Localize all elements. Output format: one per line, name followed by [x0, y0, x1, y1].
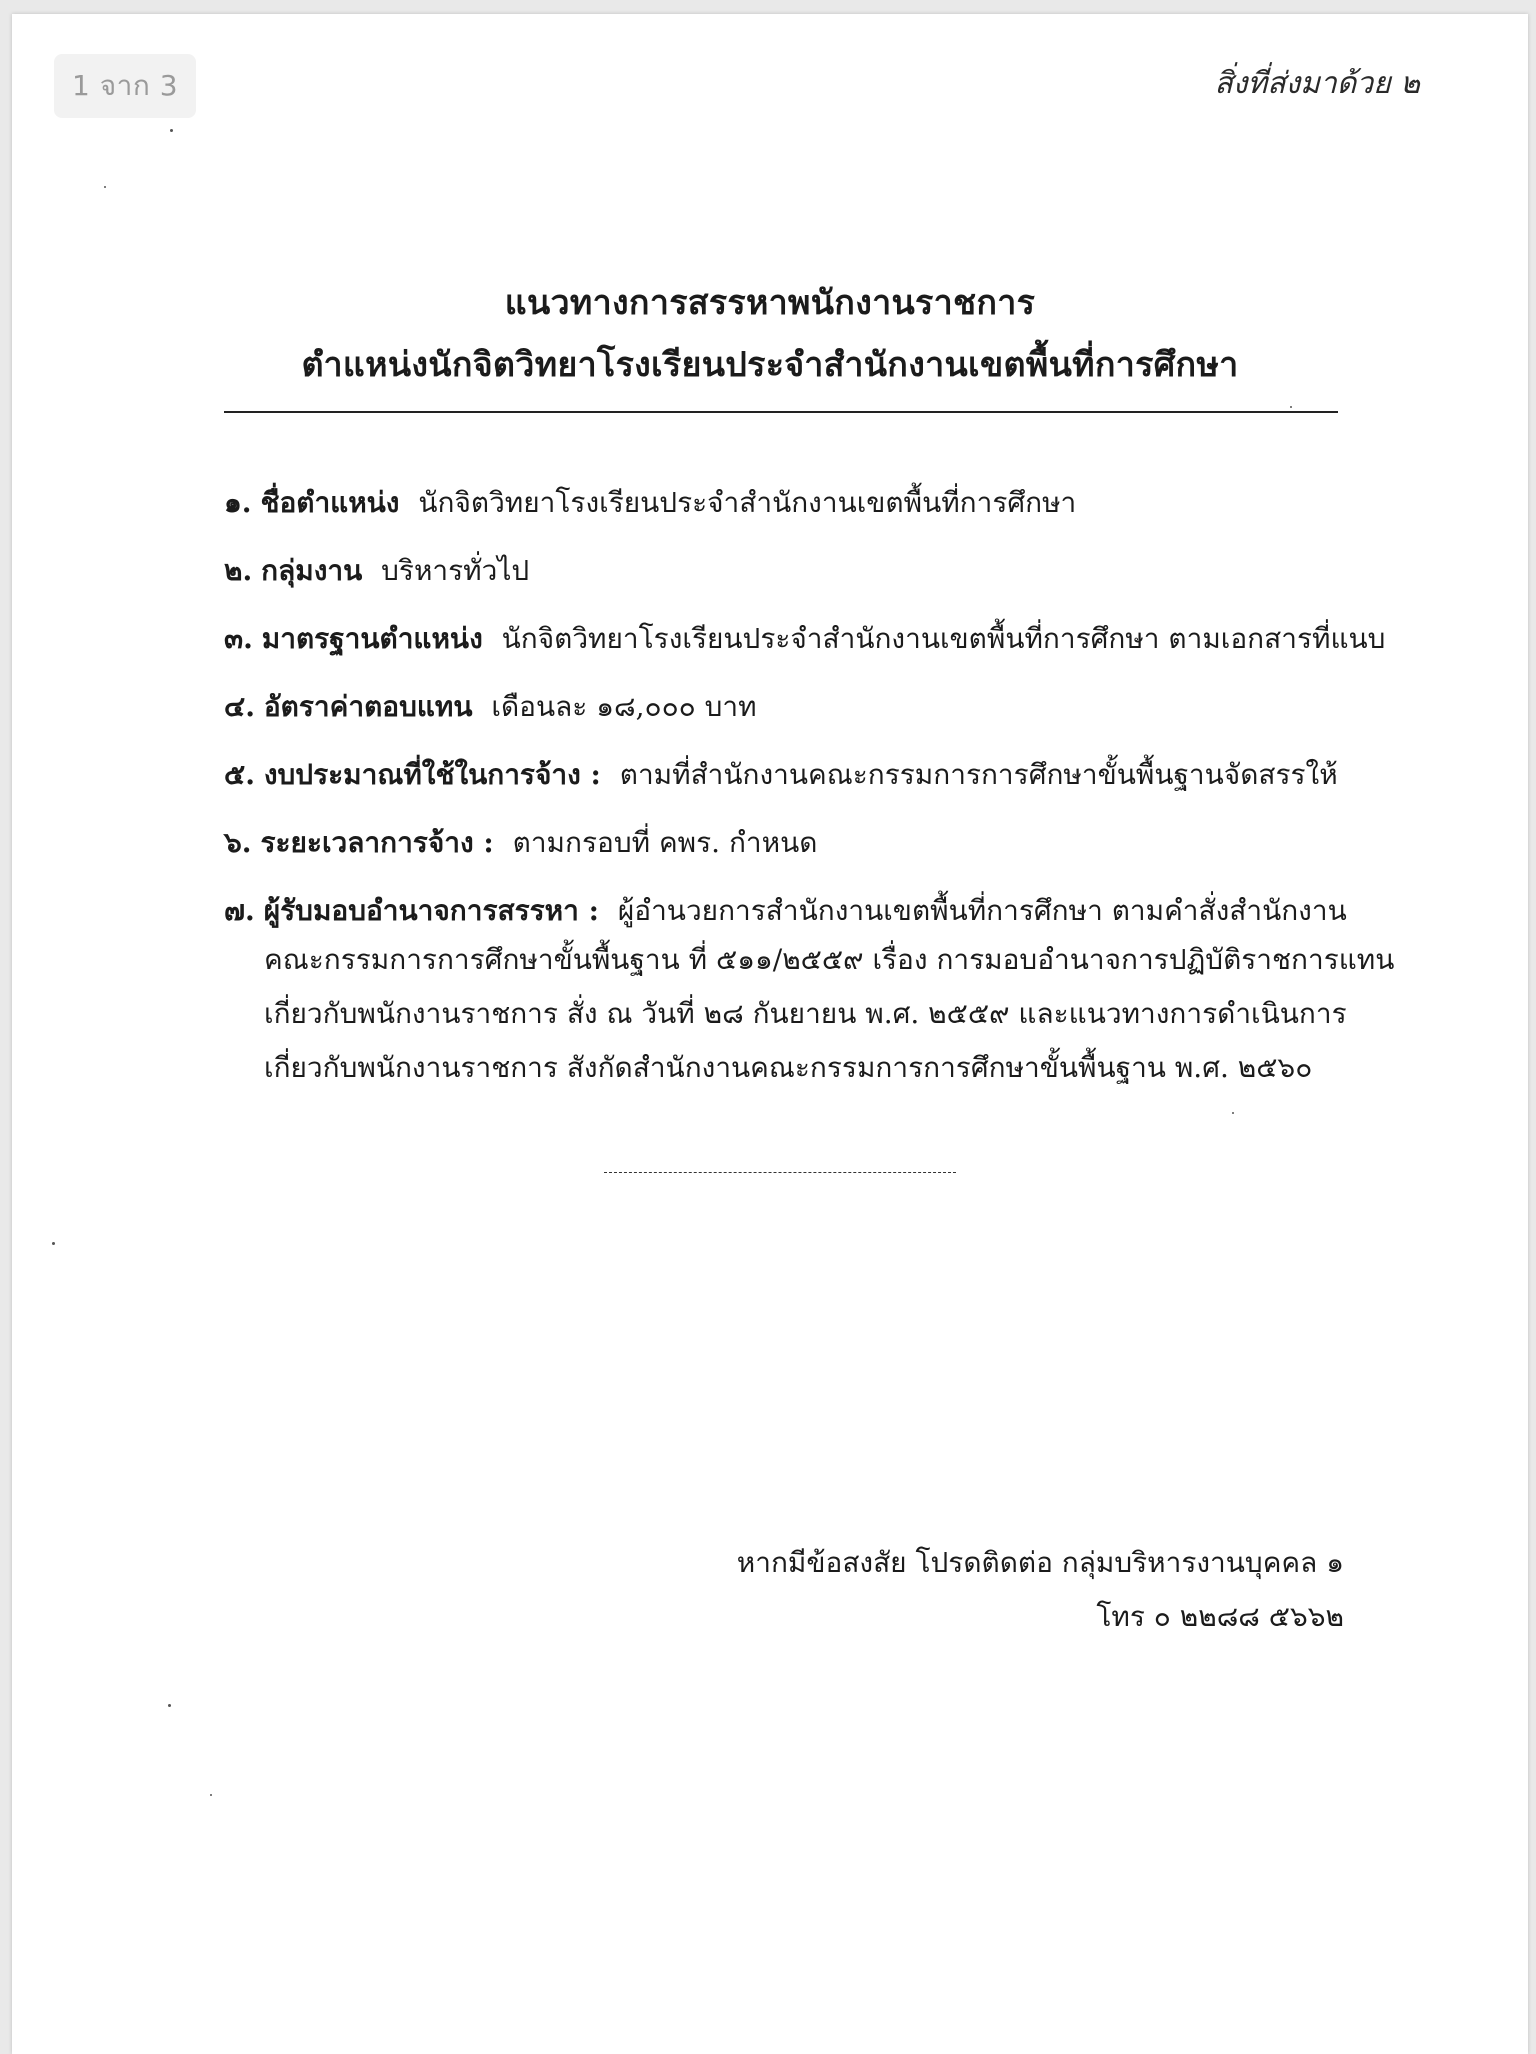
item-number: ๑.: [224, 486, 252, 519]
item-value: ผู้อำนวยการสำนักงานเขตพื้นที่การศึกษา ตามคำสั่งสำนักงาน: [617, 894, 1347, 927]
item-label: ผู้รับมอบอำนาจการสรรหา :: [263, 894, 599, 927]
title-divider: [224, 411, 1338, 413]
continuation-line: คณะกรรมการการศึกษาขั้นพื้นฐาน ที่ ๕๑๑/๒๕๕๙ เรื่อง การมอบอำนาจการปฏิบัติราชการแทน: [264, 943, 1395, 976]
item-number: ๕.: [224, 758, 255, 791]
end-divider: [604, 1172, 956, 1173]
item-number: ๔.: [224, 690, 255, 723]
item-list: [224, 482, 1395, 1122]
contact-phone: โทร ๐ ๒๒๘๘ ๕๖๖๒: [1096, 1600, 1344, 1633]
item-position-name: [224, 482, 1349, 523]
continuation-line: เกี่ยวกับพนักงานราชการ สังกัดสำนักงานคณะกรรมการการศึกษาขั้นพื้นฐาน พ.ศ. ๒๕๖๐: [264, 1051, 1313, 1084]
contact-block: [737, 1536, 1344, 1644]
scan-speck: [210, 1794, 212, 1796]
item-label: ระยะเวลาการจ้าง :: [260, 826, 494, 859]
item-recruitment-authority: [224, 890, 1395, 1095]
item-value: นักจิตวิทยาโรงเรียนประจำสำนักงานเขตพื้นที่การศึกษา: [418, 486, 1077, 519]
title-line-2: ตำแหน่งนักจิตวิทยาโรงเรียนประจำสำนักงานเขตพื้นที่การศึกษา: [301, 345, 1239, 385]
item-label: กลุ่มงาน: [261, 554, 363, 587]
item-employment-period: [224, 822, 1349, 863]
scan-speck: [1232, 1112, 1234, 1114]
item-number: ๓.: [224, 622, 253, 655]
scan-speck: [104, 186, 106, 188]
item-value: ตามที่สำนักงานคณะกรรมการการศึกษาขั้นพื้นฐานจัดสรรให้: [619, 758, 1338, 791]
item-label: งบประมาณที่ใช้ในการจ้าง :: [263, 758, 601, 791]
item-value: ตามกรอบที่ คพร. กำหนด: [512, 826, 818, 859]
document-title: [12, 272, 1528, 396]
item-budget: [224, 754, 1349, 795]
item-value: เดือนละ ๑๘,๐๐๐ บาท: [491, 690, 757, 723]
item-compensation: [224, 686, 1349, 727]
attachment-note: สิ่งที่ส่งมาด้วย ๒: [1214, 66, 1420, 101]
item-label: มาตรฐานตำแหน่ง: [261, 622, 483, 655]
item-value: บริหารทั่วไป: [381, 554, 530, 587]
item-number: ๗.: [224, 894, 255, 927]
item-number: ๒.: [224, 554, 253, 587]
scan-speck: [168, 1704, 171, 1707]
page-indicator: 1 จาก 3: [54, 54, 196, 118]
scan-speck: [1290, 406, 1292, 408]
document-page: [12, 14, 1528, 2054]
scan-speck: [52, 1242, 55, 1245]
item-position-standard: [224, 618, 1386, 659]
item-label: ชื่อตำแหน่ง: [260, 486, 400, 519]
item-number: ๖.: [224, 826, 252, 859]
contact-line: หากมีข้อสงสัย โปรดติดต่อ กลุ่มบริหารงานบุคคล ๑: [736, 1546, 1344, 1579]
item-continuation: [264, 933, 1395, 1095]
item-label: อัตราค่าตอบแทน: [263, 690, 473, 723]
item-value: นักจิตวิทยาโรงเรียนประจำสำนักงานเขตพื้นที่การศึกษา ตามเอกสารที่แนบ: [501, 622, 1386, 655]
continuation-line: เกี่ยวกับพนักงานราชการ สั่ง ณ วันที่ ๒๘ กันยายน พ.ศ. ๒๕๕๙ และแนวทางการดำเนินการ: [264, 997, 1347, 1030]
item-work-group: [224, 550, 1349, 591]
title-line-1: แนวทางการสรรหาพนักงานราชการ: [504, 283, 1036, 323]
scan-speck: [170, 129, 173, 132]
